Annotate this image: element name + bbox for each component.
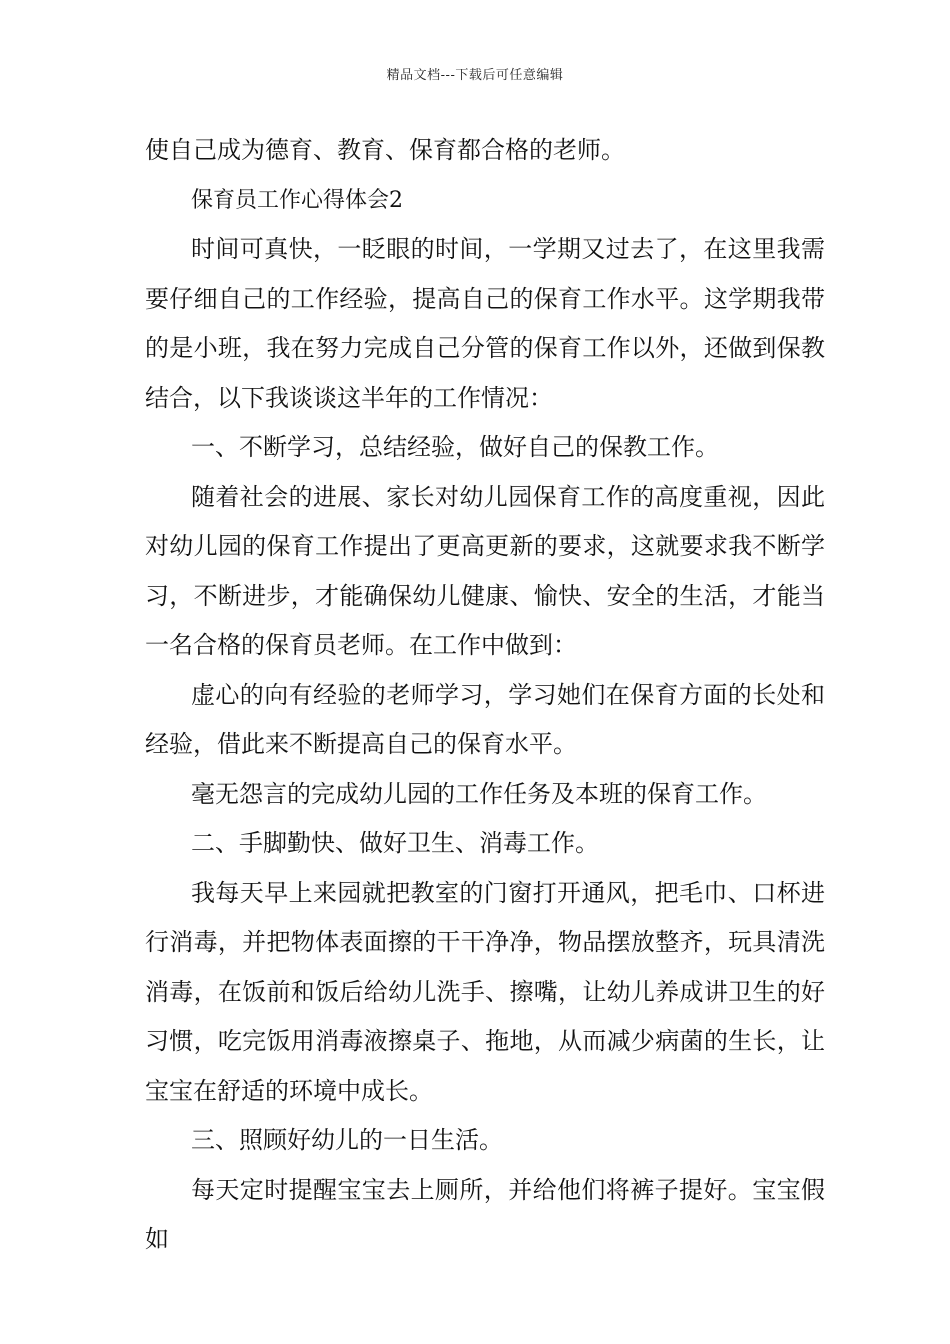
page-header: 精品文档---下载后可任意编辑 <box>386 68 564 83</box>
section-title: 保育员工作心得体会2 <box>191 187 403 213</box>
paragraph: 时间可真快，一眨眼的时间，一学期又过去了，在这里我需要仔细自己的工作经验，提高自己的保育工作水平。这学期我带的是小班，我在努力完成自己分管的保育工作以外，还做到保教结合，以下我谈谈这半年的工作情况： <box>145 235 825 412</box>
paragraph: 使自己成为德育、教育、保育都合格的老师。 <box>145 136 625 164</box>
document-body <box>145 126 825 1265</box>
paragraph: 每天定时提醒宝宝去上厕所，并给他们将裤子提好。宝宝假如 <box>145 1175 825 1253</box>
paragraph: 随着社会的进展、家长对幼儿园保育工作的高度重视，因此对幼儿园的保育工作提出了更高更新的要求，这就要求我不断学习，不断进步，才能确保幼儿健康、愉快、安全的生活，才能当一名合格的保育员老师。在工作中做到： <box>145 482 825 659</box>
paragraph: 我每天早上来园就把教室的门窗打开通风，把毛巾、口杯进行消毒，并把物体表面擦的干干净净，物品摆放整齐，玩具清洗消毒，在饭前和饭后给幼儿洗手、擦嘴，让幼儿养成讲卫生的好习惯，吃完饭用消毒液擦桌子、拖地，从而减少病菌的生长，让宝宝在舒适的环境中成长。 <box>145 878 825 1105</box>
section-heading: 三、照顾好幼儿的一日生活。 <box>191 1126 503 1154</box>
section-heading: 一、不断学习，总结经验，做好自己的保教工作。 <box>191 433 719 461</box>
section-heading: 二、手脚勤快、做好卫生、消毒工作。 <box>191 829 599 857</box>
paragraph: 虚心的向有经验的老师学习，学习她们在保育方面的长处和经验，借此来不断提高自己的保育水平。 <box>145 680 825 758</box>
paragraph: 毫无怨言的完成幼儿园的工作任务及本班的保育工作。 <box>191 779 767 808</box>
